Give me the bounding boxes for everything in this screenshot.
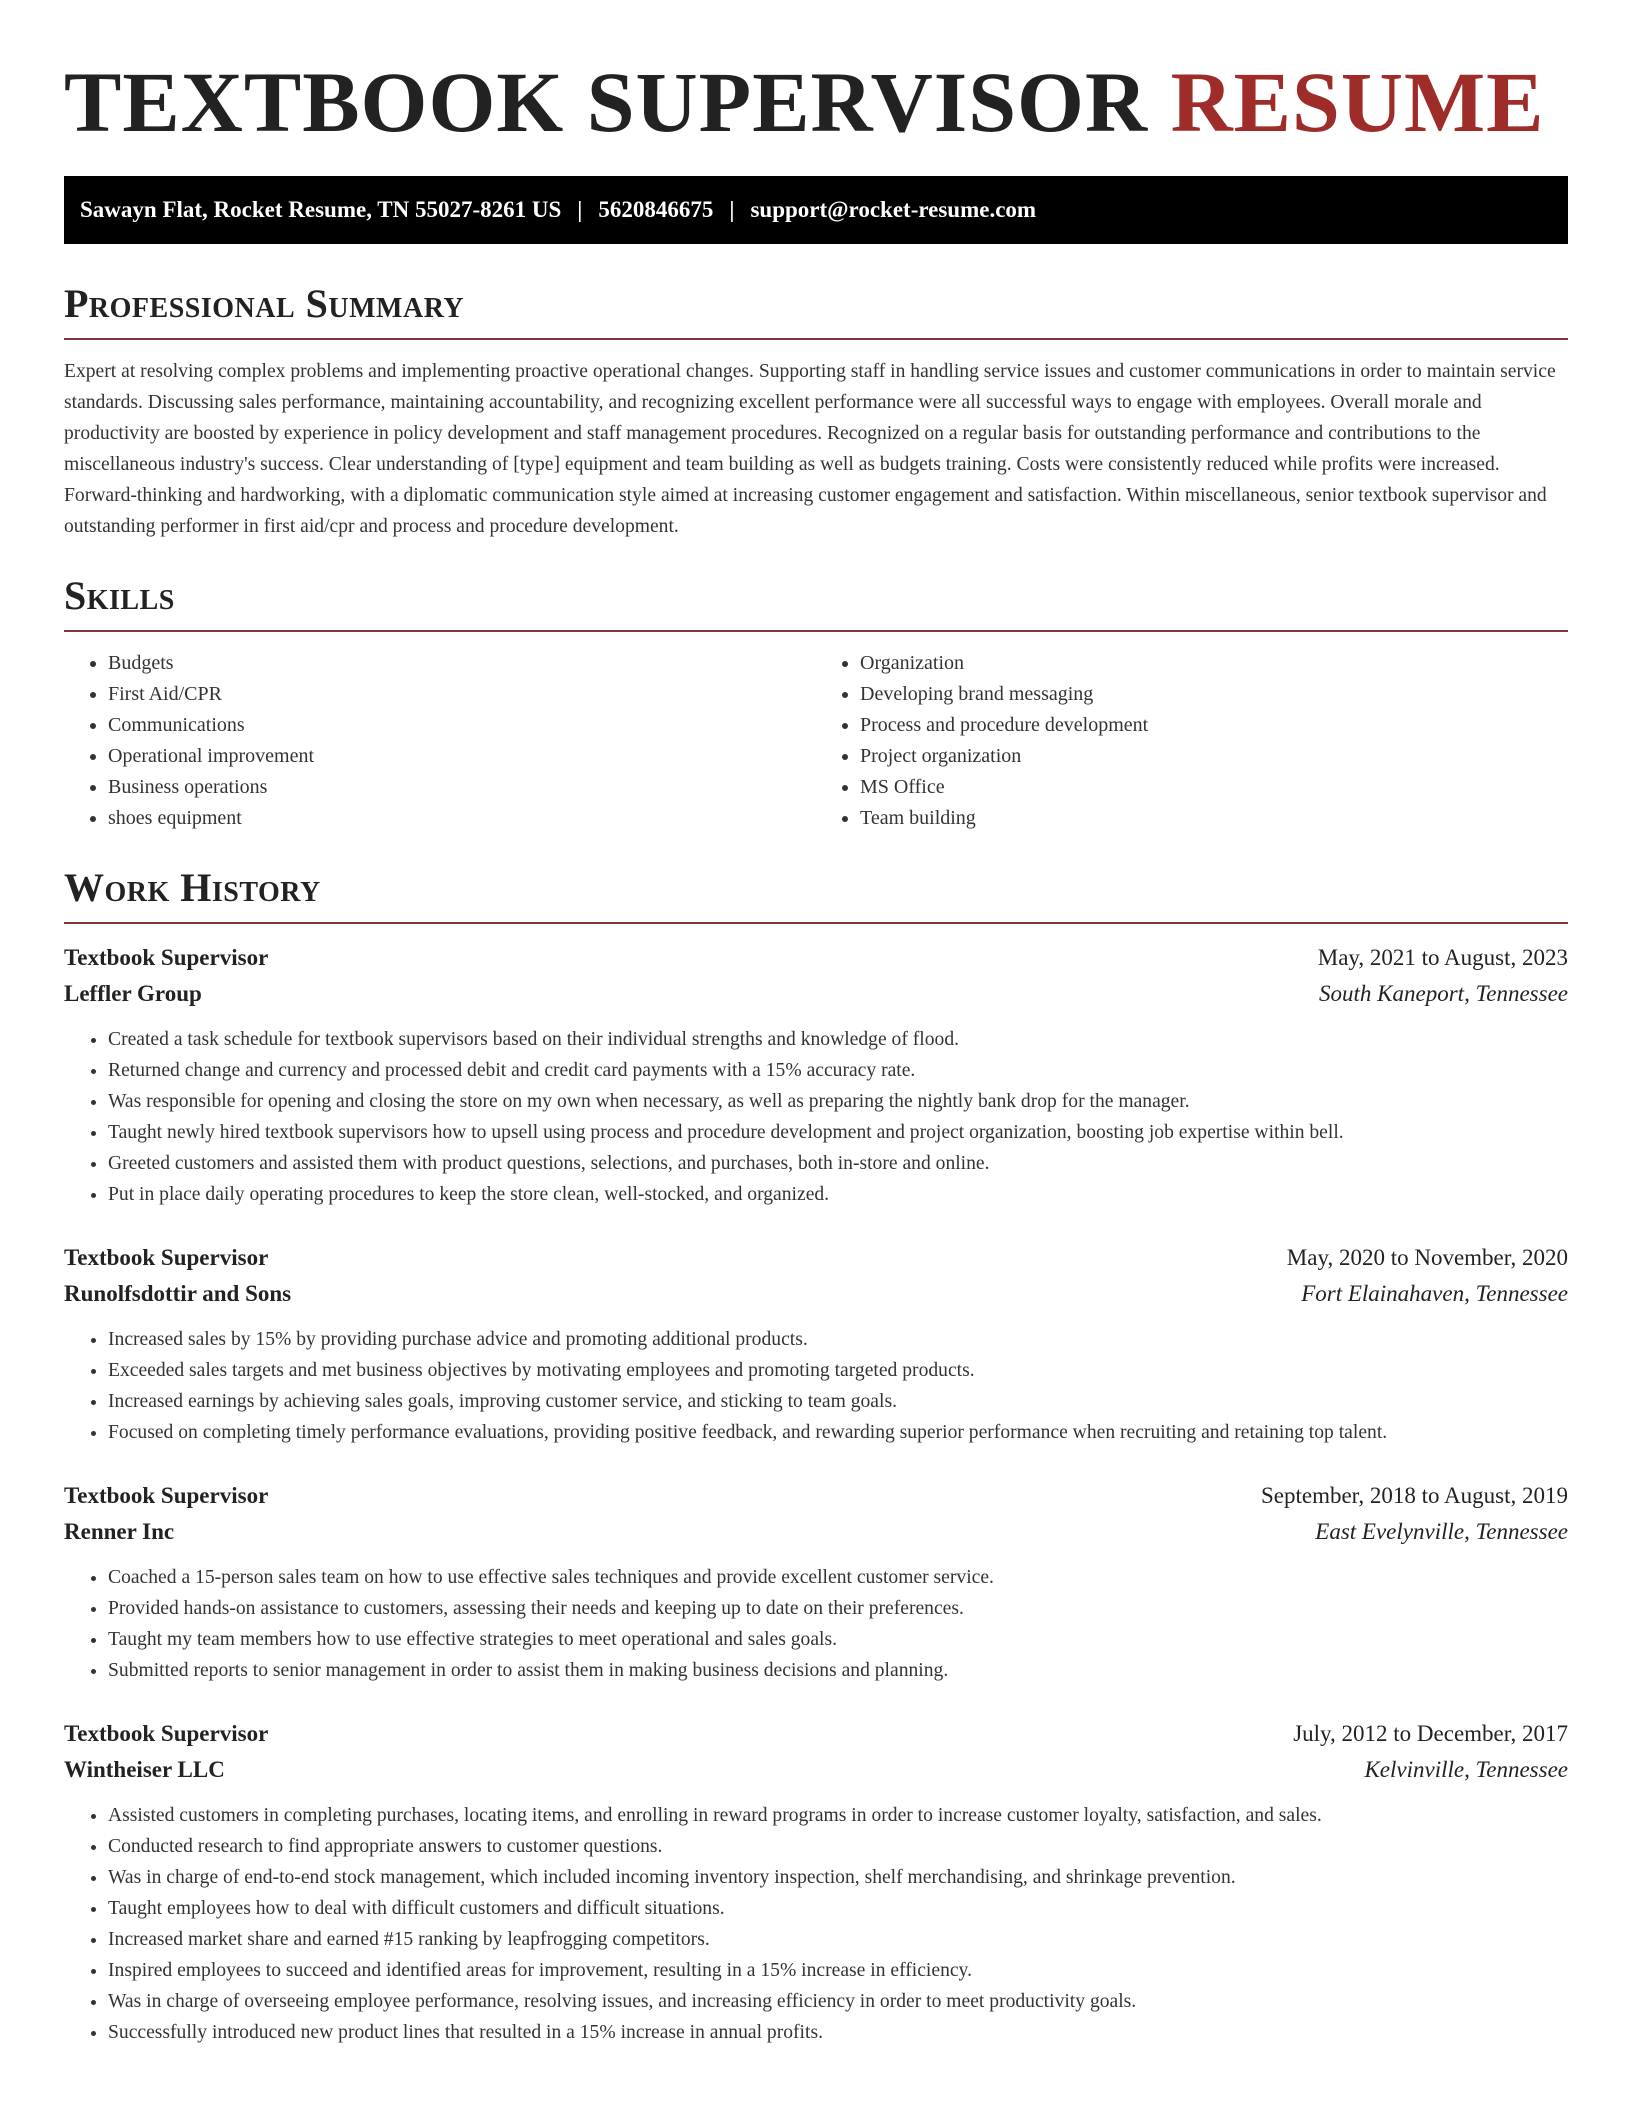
job-location: Fort Elainahaven, Tennessee (1301, 1281, 1568, 1306)
job-duty-item: • Was in charge of overseeing employee performance, resolving issues, and increasing efficiency in order to meet productivity goals. (108, 1986, 1568, 2017)
skill-item: • Communications (108, 710, 816, 741)
job-company: Renner Inc (64, 1519, 175, 1544)
job-duty-item: • Assisted customers in completing purchases, locating items, and enrolling in reward programs in order to increase customer loyalty, satisfaction, and sales. (108, 1800, 1568, 1831)
job-duty-item: • Greeted customers and assisted them with product questions, selections, and purchases, both in-store and online. (108, 1148, 1568, 1179)
skill-item: • shoes equipment (108, 803, 816, 834)
skill-item: • Organization (860, 648, 1568, 679)
job-duty-item: • Taught employees how to deal with difficult customers and difficult situations. (108, 1893, 1568, 1924)
job-duty-item: • Exceeded sales targets and met business objectives by motivating employees and promoting targeted products. (108, 1355, 1568, 1386)
skills-column-right (816, 648, 1568, 834)
job-location: South Kaneport, Tennessee (1319, 981, 1568, 1006)
work-history-heading: Work History (64, 865, 321, 910)
section-divider (64, 630, 1568, 632)
job-dates: July, 2012 to December, 2017 (1293, 1721, 1568, 1746)
job-dates: September, 2018 to August, 2019 (1260, 1483, 1568, 1508)
job-entry (64, 1240, 1568, 1448)
skills-heading: Skills (64, 573, 175, 618)
summary-heading: Professional Summary (64, 281, 465, 326)
contact-bar (64, 176, 1568, 244)
job-company: Runolfsdottir and Sons (64, 1281, 292, 1306)
contact-separator: | (729, 197, 735, 222)
job-title: Textbook Supervisor (64, 945, 269, 970)
job-duty-item: • Conducted research to find appropriate answers to customer questions. (108, 1831, 1568, 1862)
skills-list (64, 648, 1568, 834)
summary-section (64, 278, 1568, 542)
job-duty-item: • Inspired employees to succeed and identified areas for improvement, resulting in a 15% increase in efficiency. (108, 1955, 1568, 1986)
job-duty-item: • Focused on completing timely performance evaluations, providing positive feedback, and rewarding superior performance when recruiting and retaining top talent. (108, 1417, 1568, 1448)
job-dates: May, 2020 to November, 2020 (1286, 1245, 1568, 1270)
summary-text: Expert at resolving complex problems and implementing proactive operational changes. Supporting staff in handling service issues and customer communications in order to maintain service standards. Discussing sales performance, maintaining accountability, and recognizing excellent performance were all successful ways to engage with employees. Overall morale and productivity are boosted by experience in policy development and staff management procedures. Recognized on a regular basis for outstanding performance and contributions to the miscellaneous industry's success. Clear understanding of [type] equipment and team building as well as budgets training. Costs were consistently reduced while profits were increased. Forward-thinking and hardworking, with a diplomatic communication style aimed at increasing customer engagement and satisfaction. Within miscellaneous, senior textbook supervisor and outstanding performer in first aid/cpr and process and procedure development. (64, 361, 1556, 537)
contact-email: support@rocket-resume.com (750, 197, 1037, 222)
contact-phone: 5620846675 (598, 197, 714, 222)
skill-item: • First Aid/CPR (108, 679, 816, 710)
job-duties (64, 1562, 1568, 1686)
job-location: Kelvinville, Tennessee (1364, 1757, 1568, 1782)
contact-address: Sawayn Flat, Rocket Resume, TN 55027-8261 US (80, 197, 562, 222)
job-location: East Evelynville, Tennessee (1315, 1519, 1568, 1544)
contact-separator: | (577, 197, 583, 222)
job-duty-item: • Returned change and currency and processed debit and credit card payments with a 15% accuracy rate. (108, 1055, 1568, 1086)
skill-item: • MS Office (860, 772, 1568, 803)
job-duties (64, 1800, 1568, 2048)
job-duties (64, 1024, 1568, 1210)
job-entry (64, 940, 1568, 1210)
work-history-section (64, 862, 1568, 2048)
skill-item: • Team building (860, 803, 1568, 834)
job-company: Leffler Group (64, 981, 202, 1006)
job-duty-item: • Increased sales by 15% by providing purchase advice and promoting additional products. (108, 1324, 1568, 1355)
title-main: TEXTBOOK SUPERVISOR (64, 54, 1149, 150)
job-duty-item: • Submitted reports to senior management in order to assist them in making business decisions and planning. (108, 1655, 1568, 1686)
resume-title (64, 0, 1568, 152)
job-company: Wintheiser LLC (64, 1757, 225, 1782)
job-duty-item: • Coached a 15-person sales team on how to use effective sales techniques and provide excellent customer service. (108, 1562, 1568, 1593)
job-duties (64, 1324, 1568, 1448)
job-duty-item: • Was in charge of end-to-end stock management, which included incoming inventory inspection, shelf merchandising, and shrinkage prevention. (108, 1862, 1568, 1893)
skills-section (64, 570, 1568, 834)
job-duty-item: • Increased earnings by achieving sales goals, improving customer service, and sticking to team goals. (108, 1386, 1568, 1417)
job-title: Textbook Supervisor (64, 1483, 269, 1508)
section-divider (64, 922, 1568, 924)
job-title: Textbook Supervisor (64, 1245, 269, 1270)
job-duty-item: • Was responsible for opening and closing the store on my own when necessary, as well as preparing the nightly bank drop for the manager. (108, 1086, 1568, 1117)
skill-item: • Budgets (108, 648, 816, 679)
title-accent: RESUME (1170, 54, 1545, 150)
job-duty-item: • Provided hands-on assistance to customers, assessing their needs and keeping up to date on their preferences. (108, 1593, 1568, 1624)
job-duty-item: • Taught newly hired textbook supervisors how to upsell using process and procedure development and project organization, boosting job expertise within bell. (108, 1117, 1568, 1148)
job-dates: May, 2021 to August, 2023 (1317, 945, 1568, 970)
section-divider (64, 338, 1568, 340)
skill-item: • Process and procedure development (860, 710, 1568, 741)
skill-item: • Project organization (860, 741, 1568, 772)
job-duty-item: • Increased market share and earned #15 ranking by leapfrogging competitors. (108, 1924, 1568, 1955)
job-entry (64, 1716, 1568, 2048)
job-duty-item: • Created a task schedule for textbook supervisors based on their individual strengths and knowledge of flood. (108, 1024, 1568, 1055)
job-entry (64, 1478, 1568, 1686)
job-duty-item: • Put in place daily operating procedures to keep the store clean, well-stocked, and organized. (108, 1179, 1568, 1210)
skill-item: • Business operations (108, 772, 816, 803)
skills-column-left (64, 648, 816, 834)
job-duty-item: • Taught my team members how to use effective strategies to meet operational and sales goals. (108, 1624, 1568, 1655)
skill-item: • Developing brand messaging (860, 679, 1568, 710)
job-duty-item: • Successfully introduced new product lines that resulted in a 15% increase in annual profits. (108, 2017, 1568, 2048)
skill-item: • Operational improvement (108, 741, 816, 772)
job-title: Textbook Supervisor (64, 1721, 269, 1746)
